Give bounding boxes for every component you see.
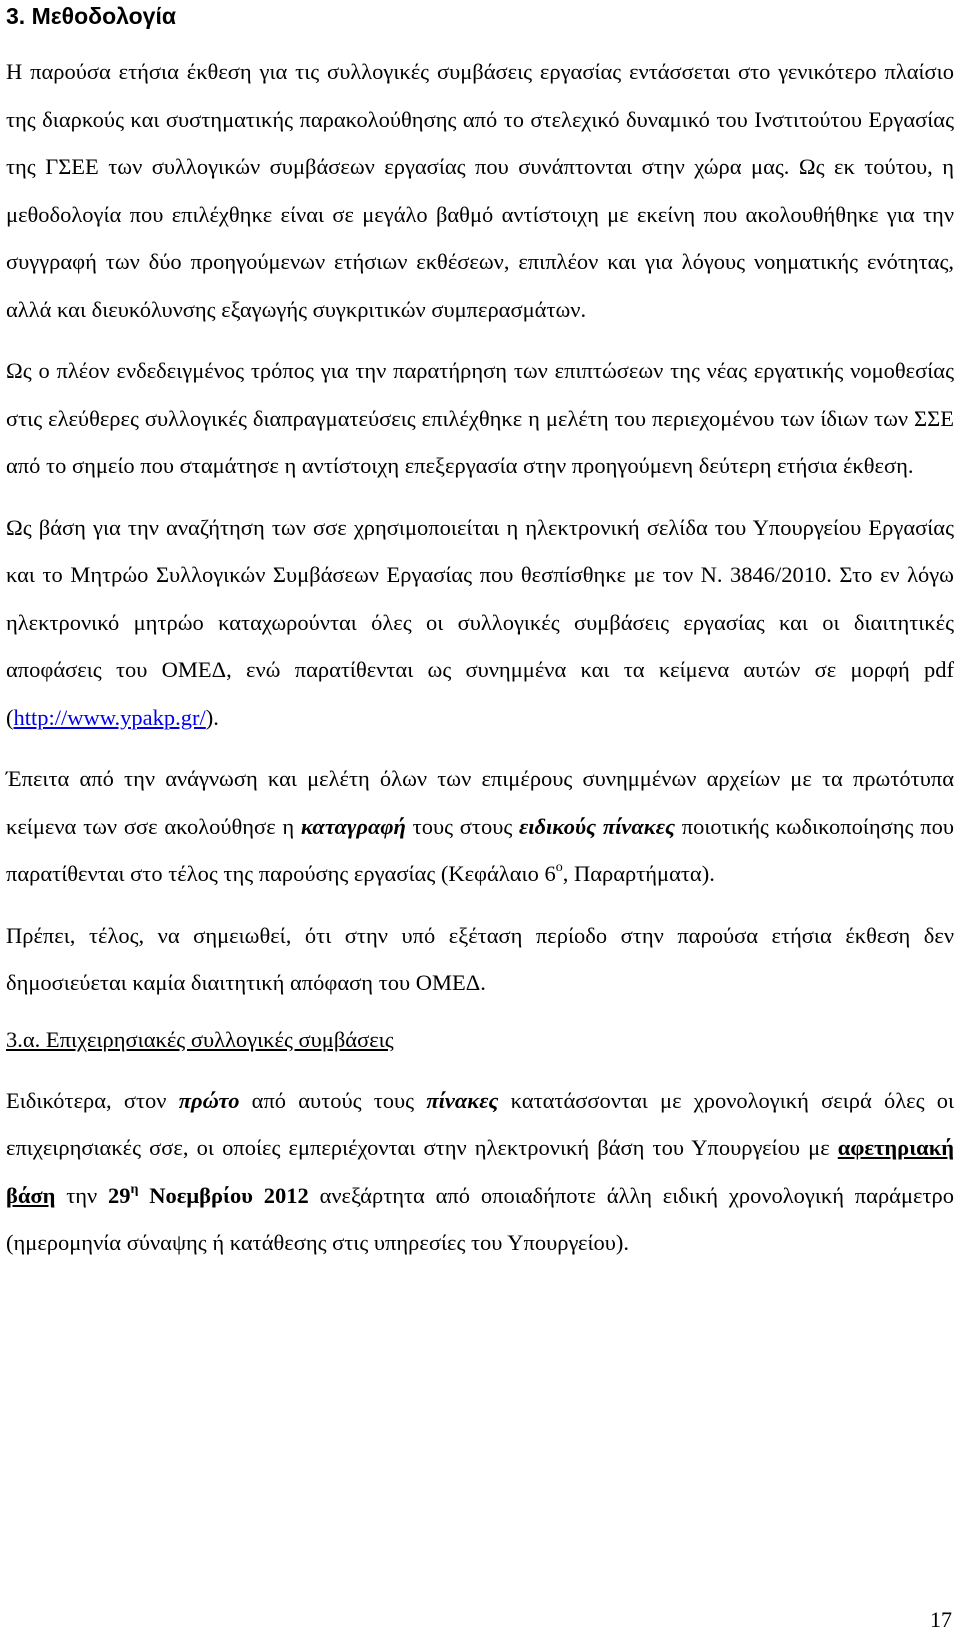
section-heading: 3. Μεθοδολογία [6, 3, 177, 29]
emphasis-afetiriaki-vasi: αφετηριακή βάση [6, 1135, 954, 1208]
date-month-year: Νοεμβρίου 2012 [138, 1182, 309, 1208]
paragraph-spacer [6, 741, 954, 755]
paragraph-4-text: Έπειτα από την ανάγνωση και μελέτη όλων των επιμέρους συνημμένων αρχείων με τα πρωτότυπα κείμενα των σσε ακολούθησε η [6, 766, 954, 839]
superscript-i: η [130, 1181, 139, 1197]
emphasis-eidikous-pinakes: ειδικούς πίνακες [519, 813, 675, 839]
paragraph-spacer [6, 333, 954, 347]
paragraph-3 [6, 504, 954, 742]
paragraph-5: Πρέπει, τέλος, να σημειωθεί, ότι στην υπό εξέταση περίοδο στην παρούσα ετήσια έκθεση δεν δημοσιεύεται καμία διαιτητική απόφαση του ΟΜΕΔ. [6, 922, 954, 995]
paragraph-spacer [6, 490, 954, 504]
paragraph-6-text: Ειδικότερα, στον [6, 1087, 179, 1113]
subsection-heading: 3.α. Επιχειρησιακές συλλογικές συμβάσεις [6, 1026, 394, 1052]
paragraph-4-text: ποιοτικής κωδικοποίησης που παρατίθενται στο τέλος της παρούσης εργασίας (Κεφάλαιο 6 [6, 813, 954, 886]
paragraph-2: Ως ο πλέον ενδεδειγμένος τρόπος για την παρατήρηση των επιπτώσεων της νέας εργατικής νομοθεσίας στις ελεύθερες συλλογικές διαπραγματεύσεις επιλέχθηκε η μελέτη του περιεχομένου των ίδιων των ΣΣΕ από το σημείο που σταμάτησε η αντίστοιχη επεξεργασία στην προηγούμενη δεύτερη ετήσια έκθεση. [6, 358, 954, 478]
page-number: 17 [930, 1607, 952, 1632]
paragraph-4 [6, 755, 954, 898]
emphasis-pinakes: πίνακες [426, 1087, 499, 1113]
ypakp-link[interactable]: http://www.ypakp.gr/ [13, 704, 206, 730]
document-page [6, 0, 954, 1267]
paragraph-4-text: , Παραρτήματα). [562, 861, 715, 886]
paragraph-6-text: την [55, 1182, 109, 1208]
date-day: 29 [108, 1182, 131, 1208]
paragraph-spacer [6, 1055, 954, 1077]
emphasis-katagrafi: καταγραφή [300, 813, 406, 839]
paragraph-6-text: από αυτούς τους [239, 1087, 427, 1113]
paragraph-6-text: κατατάσσονται με χρονολογική σειρά όλες οι επιχειρησιακές σσε, οι οποίες εμπεριέχονται στην ηλεκτρονική βάση του Υπουργείου με [6, 1087, 955, 1160]
paragraph-1: Η παρούσα ετήσια έκθεση για τις συλλογικές συμβάσεις εργασίας εντάσσεται στο γενικότερο πλαίσιο της διαρκούς και συστηματικής παρακολούθησης από το στελεχικό δυναμικό του Ινστιτούτου Εργασίας της ΓΣΕΕ των συλλογικών συμβάσεων εργασίας που συνάπτονται στην χώρα μας. Ως εκ τούτου, η μεθοδολογία που επιλέχθηκε είναι σε μεγάλο βαθμό αντίστοιχη με εκείνη που ακολουθήθηκε για την συγγραφή των δύο προηγούμενων ετήσιων εκθέσεων, επιπλέον και για λόγους νοηματικής ενότητας, αλλά και διευκόλυνσης εξαγωγής συγκριτικών συμπερασμάτων. [6, 59, 954, 322]
paragraph-3-tail: ). [205, 704, 219, 730]
paragraph-spacer [6, 898, 954, 912]
paragraph-6-text: ανεξάρτητα από οποιαδήποτε άλλη ειδική χρονολογική παράμετρο (ημερομηνία σύναψης ή κατάθεσης στις υπηρεσίες του Υπουργείου). [6, 1182, 955, 1255]
emphasis-proto: πρώτο [178, 1087, 240, 1113]
paragraph-3-text: Ως βάση για την αναζήτηση των σσε χρησιμοποιείται η ηλεκτρονική σελίδα του Υπουργείου Εργασίας και το Μητρώο Συλλογικών Συμβάσεων Εργασίας που θεσπίσθηκε με τον Ν. 3846/2010. Στο εν λόγω ηλεκτρονικό μητρώο καταχωρούνται όλες οι συλλογικές συμβάσεις εργασίας και οι διαιτητικές αποφάσεις του ΟΜΕΔ, ενώ παρατίθενται ως συνημμένα και τα κείμενα αυτών σε μορφή pdf ( [6, 514, 954, 730]
paragraph-6 [6, 1077, 954, 1267]
superscript-o: ο [555, 860, 563, 876]
paragraph-4-text: τους στους [405, 813, 520, 839]
